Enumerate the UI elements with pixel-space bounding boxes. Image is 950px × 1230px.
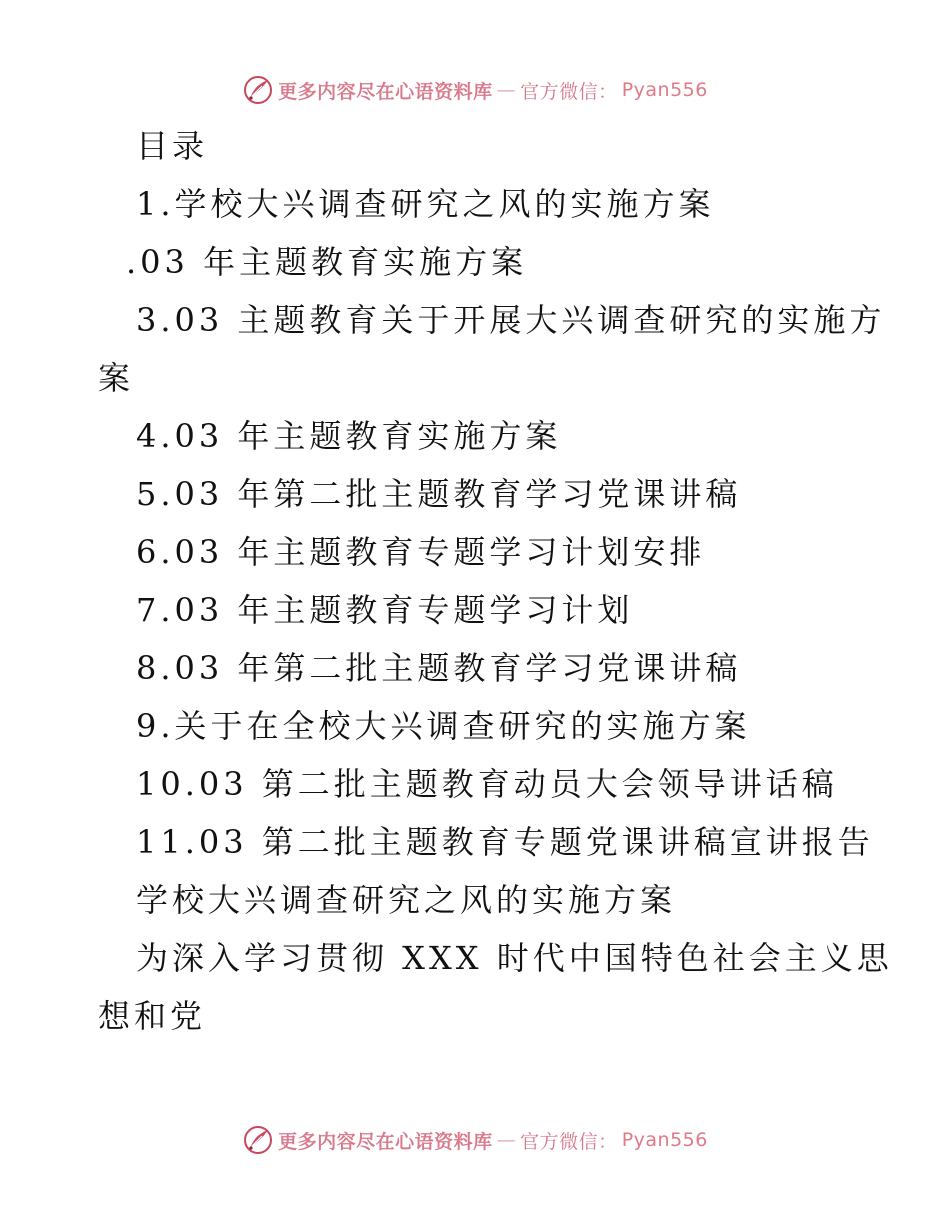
toc-item: 5.03 年第二批主题教育学习党课讲稿 [136, 475, 742, 513]
toc-item: 8.03 年第二批主题教育学习党课讲稿 [136, 649, 742, 687]
toc-item: 11.03 第二批主题教育专题党课讲稿宣讲报告 [136, 823, 874, 861]
toc-item: 9.关于在全校大兴调查研究的实施方案 [136, 707, 751, 745]
toc-item: 10.03 第二批主题教育动员大会领导讲话稿 [136, 765, 838, 803]
header-watermark [0, 72, 950, 108]
footer-watermark [0, 1122, 950, 1158]
watermark-wechat-id: Pyan556 [621, 1129, 708, 1151]
section-title: 学校大兴调查研究之风的实施方案 [136, 881, 677, 919]
toc-item: 4.03 年主题教育实施方案 [136, 417, 562, 455]
watermark-sub-text: 官方微信： [520, 1130, 618, 1153]
watermark-separator: — [496, 79, 517, 101]
watermark-wechat-id: Pyan556 [621, 79, 708, 101]
watermark-main-text: 更多内容尽在心语资料库 [278, 1130, 493, 1153]
body-paragraph-line: 想和党 [98, 997, 207, 1035]
toc-item-continuation: 案 [98, 359, 135, 397]
toc-item: 3.03 主题教育关于开展大兴调查研究的实施方 [136, 301, 886, 339]
feather-pen-seal-icon [242, 1124, 274, 1156]
toc-item: 7.03 年主题教育专题学习计划 [136, 591, 634, 629]
body-paragraph-line: 为深入学习贯彻 XXX 时代中国特色社会主义思 [136, 939, 893, 977]
watermark-sub-text: 官方微信： [520, 80, 618, 103]
watermark-separator: — [496, 1129, 517, 1151]
toc-item: 6.03 年主题教育专题学习计划安排 [136, 533, 706, 571]
feather-pen-seal-icon [242, 74, 274, 106]
toc-item: .03 年主题教育实施方案 [126, 243, 528, 281]
toc-item: 1.学校大兴调查研究之风的实施方案 [136, 185, 715, 223]
watermark-main-text: 更多内容尽在心语资料库 [278, 80, 493, 103]
toc-title: 目录 [136, 127, 209, 165]
